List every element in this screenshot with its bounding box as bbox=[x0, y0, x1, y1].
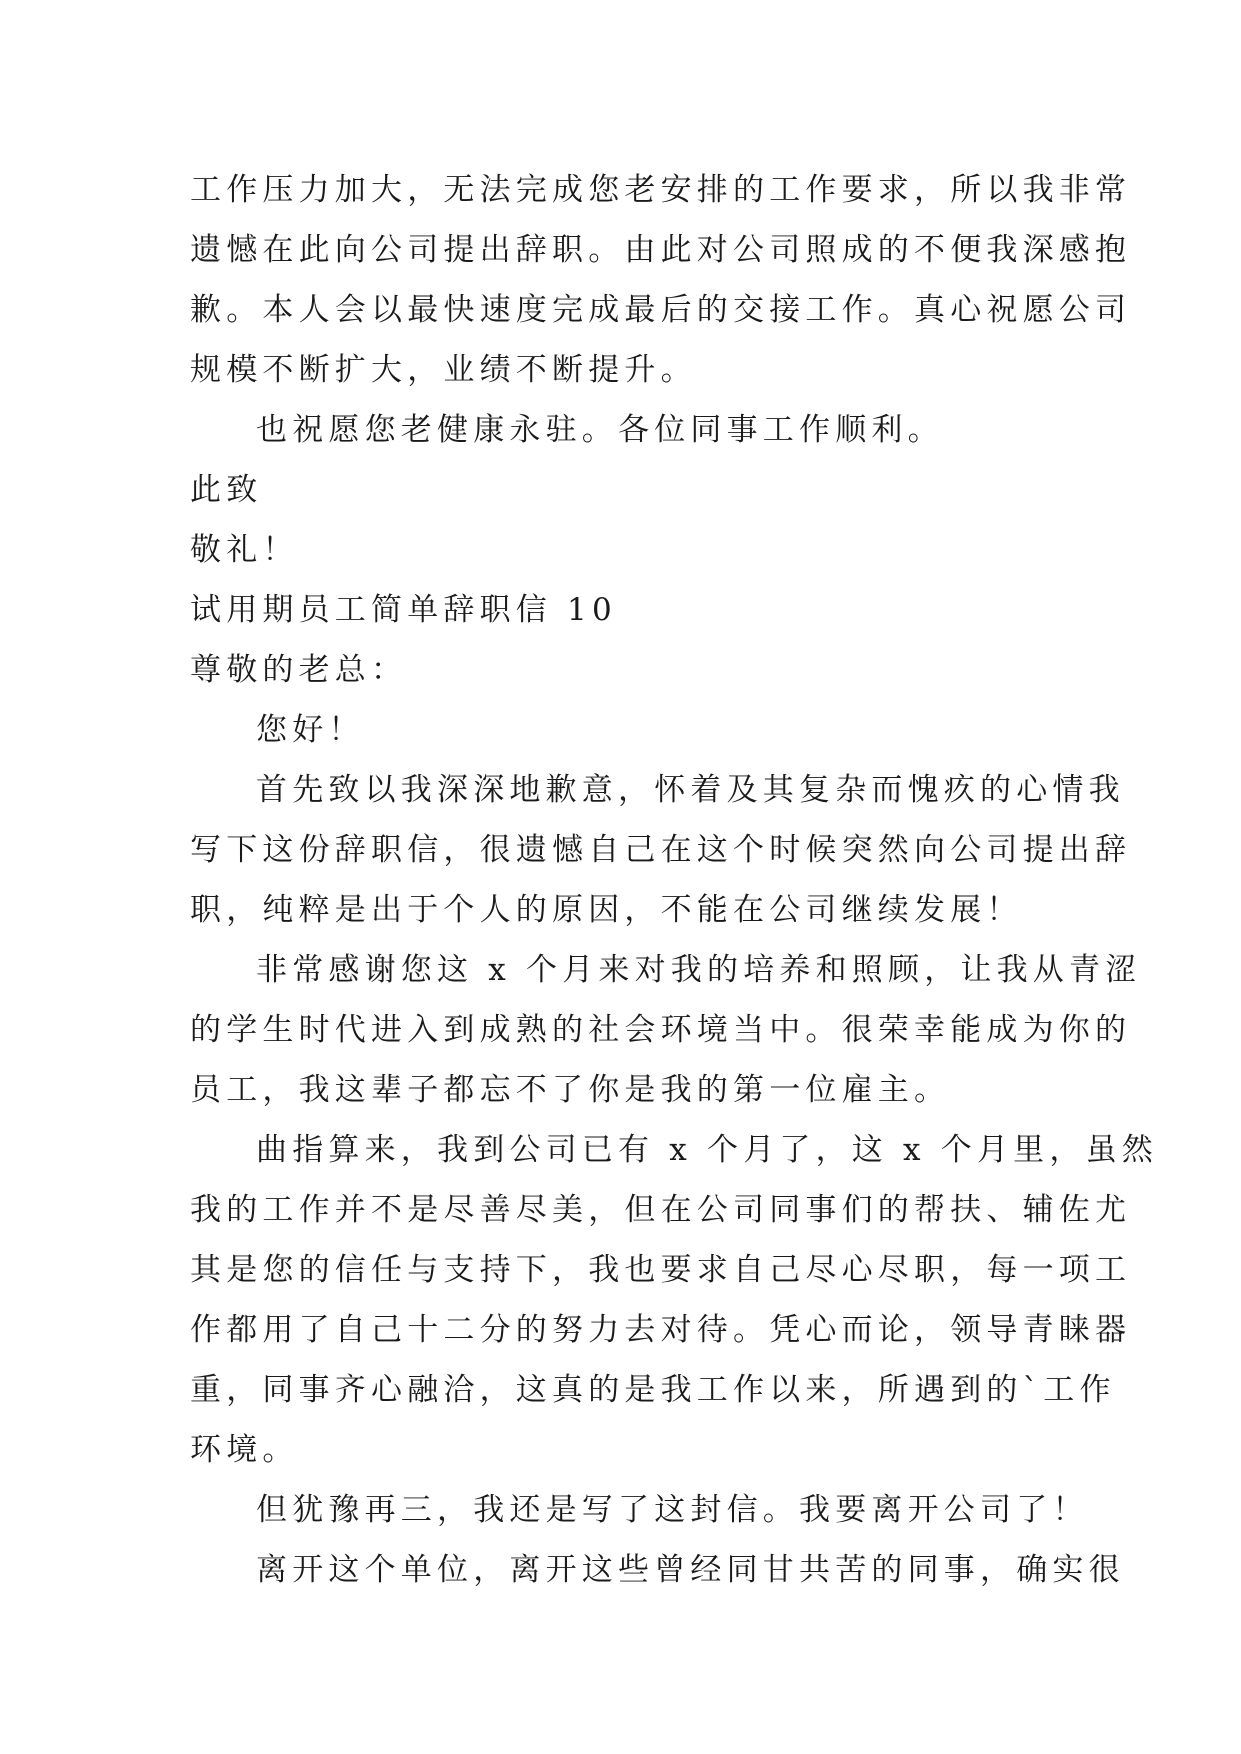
text-line: 非常感谢您这 x 个月来对我的培养和照顾，让我从青涩 bbox=[256, 952, 1142, 988]
text-line: 我的工作并不是尽善尽美，但在公司同事们的帮扶、辅佐尤 bbox=[190, 1192, 1132, 1228]
text-line: 也祝愿您老健康永驻。各位同事工作顺利。 bbox=[256, 412, 944, 448]
text-line: 其是您的信任与支持下，我也要求自己尽心尽职，每一项工 bbox=[190, 1252, 1132, 1288]
text-line: 作都用了自己十二分的努力去对待。凭心而论，领导青睐器 bbox=[190, 1312, 1132, 1348]
greeting-recipient: 尊敬的老总： bbox=[190, 652, 408, 688]
text-line: 工作压力加大，无法完成您老安排的工作要求，所以我非常 bbox=[190, 172, 1132, 208]
text-line: 离开这个单位，离开这些曾经同甘共苦的同事，确实很 bbox=[256, 1552, 1125, 1588]
text-line: 曲指算来，我到公司已有 x 个月了，这 x 个月里，虽然 bbox=[256, 1132, 1158, 1168]
letter-body bbox=[190, 160, 1158, 1600]
text-line: 首先致以我深深地歉意，怀着及其复杂而愧疚的心情我 bbox=[256, 772, 1125, 808]
text-line: 写下这份辞职信，很遗憾自己在这个时候突然向公司提出辞 bbox=[190, 832, 1132, 868]
text-line: 歉。本人会以最快速度完成最后的交接工作。真心祝愿公司 bbox=[190, 292, 1132, 328]
greeting: 您好！ bbox=[256, 712, 365, 748]
closing-regards: 敬礼！ bbox=[190, 532, 299, 568]
closing-salutation: 此致 bbox=[190, 472, 263, 508]
text-line: 重，同事齐心融洽，这真的是我工作以来，所遇到的`工作 bbox=[190, 1372, 1116, 1408]
text-line: 但犹豫再三，我还是写了这封信。我要离开公司了！ bbox=[256, 1492, 1089, 1528]
text-line: 职，纯粹是出于个人的原因，不能在公司继续发展！ bbox=[190, 892, 1023, 928]
text-line: 环境。 bbox=[190, 1432, 299, 1468]
text-line: 规模不断扩大，业绩不断提升。 bbox=[190, 352, 697, 388]
section-title: 试用期员工简单辞职信 10 bbox=[190, 592, 617, 628]
text-line: 员工，我这辈子都忘不了你是我的第一位雇主。 bbox=[190, 1072, 951, 1108]
text-line: 遗憾在此向公司提出辞职。由此对公司照成的不便我深感抱 bbox=[190, 232, 1132, 268]
text-line: 的学生时代进入到成熟的社会环境当中。很荣幸能成为你的 bbox=[190, 1012, 1132, 1048]
